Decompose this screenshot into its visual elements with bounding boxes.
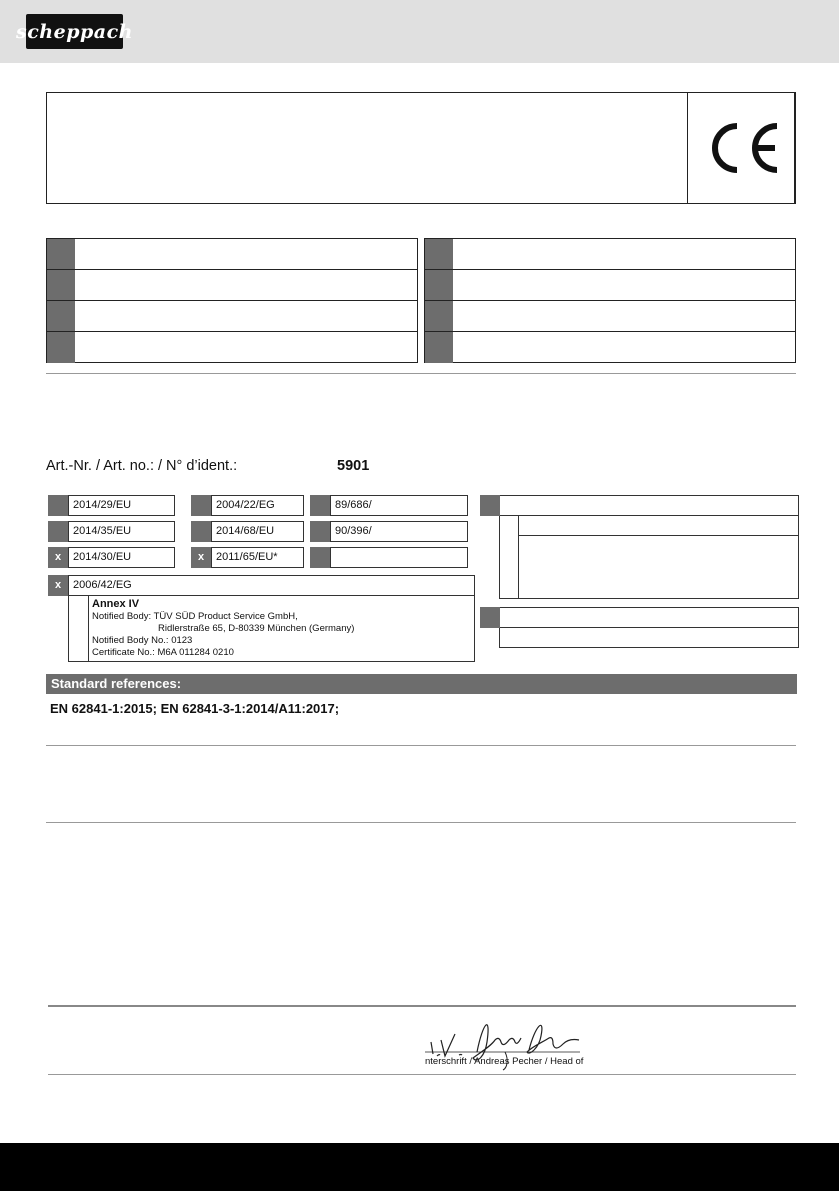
language-marker	[425, 301, 453, 332]
certificate-number: Certificate No.: M6A 011284 0210	[92, 647, 234, 658]
language-row	[424, 238, 796, 270]
directive-checkbox[interactable]: x	[191, 547, 211, 568]
directive-sub-row	[499, 628, 799, 648]
signature-caption: nterschrift / Andreas Pecher / Head of	[425, 1056, 584, 1067]
language-row	[46, 269, 418, 301]
standards-text: EN 62841-1:2015; EN 62841-3-1:2014/A11:2017;	[50, 701, 340, 716]
language-marker	[47, 332, 75, 363]
divider	[46, 373, 796, 374]
language-marker	[47, 239, 75, 270]
directive-checkbox[interactable]	[191, 495, 211, 516]
language-marker	[425, 270, 453, 301]
machinery-directive-code: 2006/42/EG	[68, 575, 475, 596]
directive-checkbox[interactable]	[310, 547, 330, 568]
machinery-directive-checkbox[interactable]: x	[48, 575, 68, 596]
directive-code: 89/686/	[330, 495, 468, 516]
language-marker	[425, 332, 453, 363]
directive-code: 2014/29/EU	[68, 495, 175, 516]
annex-indent	[68, 596, 89, 662]
article-label: Art.-Nr. / Art. no.: / N° d’ident.:	[46, 458, 238, 474]
directive-checkbox[interactable]: x	[48, 547, 68, 568]
directive-code: 2014/30/EU	[68, 547, 175, 568]
notified-body: Notified Body: TÜV SÜD Product Service GmbH,	[92, 611, 298, 622]
footer-band	[0, 1143, 839, 1191]
notified-body-number: Notified Body No.: 0123	[92, 635, 193, 646]
directive-blank-row	[499, 607, 799, 628]
directive-sub-row	[519, 536, 799, 599]
directive-code: 2011/65/EU*	[211, 547, 304, 568]
annex-title: Annex IV	[92, 598, 140, 610]
divider	[46, 822, 796, 823]
directive-checkbox[interactable]	[48, 521, 68, 542]
directive-sub-indent	[499, 516, 519, 599]
directive-marker	[480, 495, 500, 516]
directive-checkbox[interactable]	[191, 521, 211, 542]
directive-blank-row	[499, 495, 799, 516]
language-row	[46, 300, 418, 332]
directive-sub-row	[519, 516, 799, 536]
standards-heading: Standard references:	[46, 674, 797, 694]
divider	[48, 1074, 796, 1075]
ce-mark-icon	[703, 118, 783, 178]
notified-body-address: Ridlerstraße 65, D-80339 München (Germany)	[158, 623, 355, 634]
language-row	[46, 238, 418, 270]
language-marker	[47, 301, 75, 332]
directive-code: 2014/35/EU	[68, 521, 175, 542]
declaration-title-box	[46, 92, 796, 204]
language-row	[424, 269, 796, 301]
language-row	[424, 331, 796, 363]
language-marker	[47, 270, 75, 301]
divider	[46, 745, 796, 746]
directive-checkbox[interactable]	[48, 495, 68, 516]
language-row	[46, 331, 418, 363]
directive-code: 2014/68/EU	[211, 521, 304, 542]
language-marker	[425, 239, 453, 270]
directive-code: 90/396/	[330, 521, 468, 542]
divider	[48, 1005, 796, 1007]
directive-code	[330, 547, 468, 568]
directive-checkbox[interactable]	[310, 521, 330, 542]
article-number: 5901	[337, 458, 370, 474]
language-row	[424, 300, 796, 332]
directive-checkbox[interactable]	[310, 495, 330, 516]
brand-logo	[16, 14, 133, 49]
logo-text: scheppach	[16, 20, 133, 43]
directive-marker	[480, 607, 500, 628]
directive-code: 2004/22/EG	[211, 495, 304, 516]
